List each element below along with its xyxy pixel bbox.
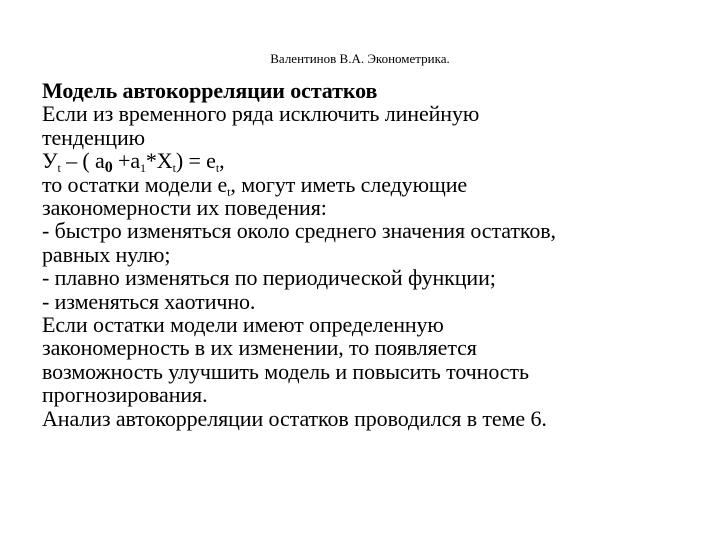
list-item: - изменяться хаотично. <box>42 288 256 314</box>
text-line: Если из временного ряда исключить линейную <box>42 101 480 127</box>
formula-part: – ( a <box>60 148 105 174</box>
list-item: - плавно изменяться по периодической функции; <box>42 265 496 291</box>
list-item: - быстро изменяться около среднего значения остатков, <box>42 218 556 244</box>
formula-subscript-t: t <box>172 161 176 176</box>
text-line: закономерности их поведения: <box>42 195 327 221</box>
text-line: тенденцию <box>42 124 145 150</box>
text-line: возможность улучшить модель и повысить точность <box>42 358 529 384</box>
text-line: Анализ автокорреляции остатков проводился в теме 6. <box>42 405 547 431</box>
text-part: то остатки модели e <box>42 171 228 197</box>
text-part: , могут иметь следующие <box>230 171 468 197</box>
slide-title: Модель автокорреляции остатков <box>42 78 378 103</box>
residual-line <box>42 171 702 199</box>
residual-subscript-t: t <box>227 184 231 199</box>
formula-part: +a <box>112 148 140 174</box>
formula-part: *X <box>145 148 173 174</box>
formula-subscript-1: 1 <box>140 161 146 176</box>
slide-body <box>42 79 702 430</box>
formula-comma: , <box>219 148 225 174</box>
formula-part: ) = e <box>175 148 216 174</box>
formula-y: У <box>42 148 58 174</box>
formula-subscript-t: t <box>57 161 61 176</box>
text-line: Если остатки модели имеют определенную <box>42 312 444 338</box>
formula-subscript-0: 0 <box>104 159 113 177</box>
text-line: закономерность в их изменении, то появляется <box>42 335 477 361</box>
trend-formula <box>42 148 702 177</box>
text-line: равных нулю; <box>42 241 171 267</box>
slide-header: Валентинов В.А. Эконометрика. <box>270 51 450 66</box>
text-line: прогнозирования. <box>42 382 208 408</box>
formula-subscript-t: t <box>215 161 220 176</box>
